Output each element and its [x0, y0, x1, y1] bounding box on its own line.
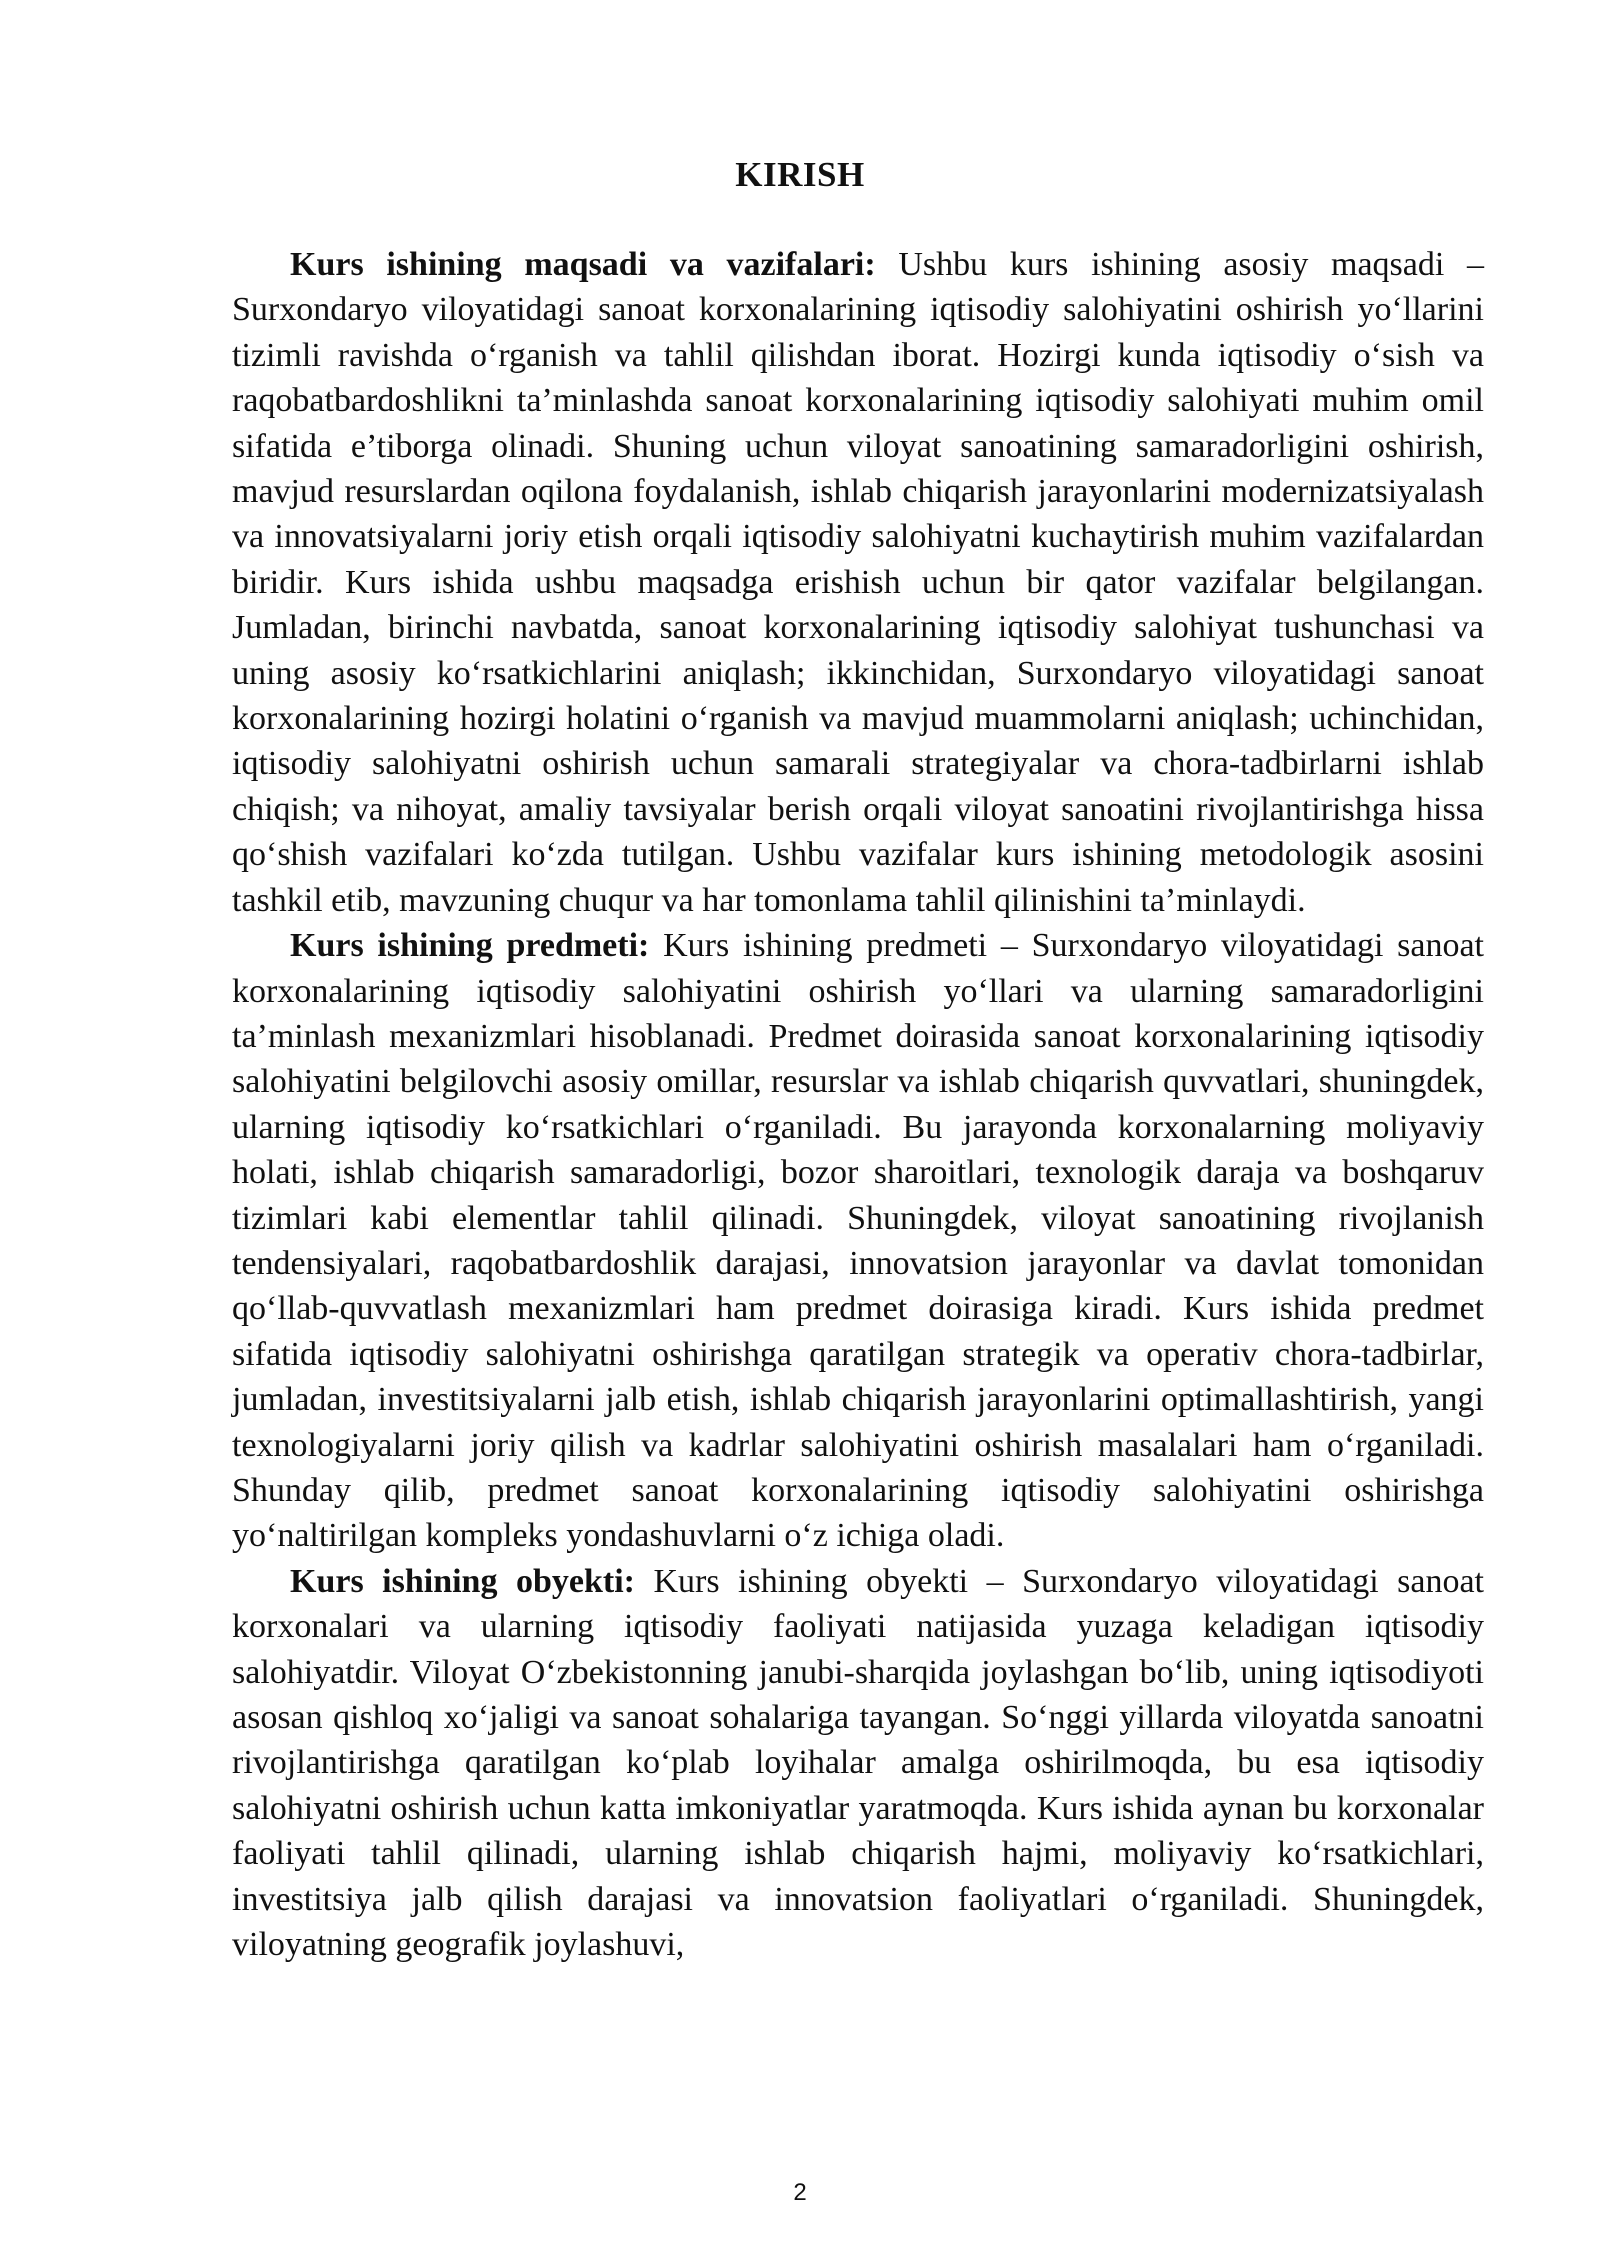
- body-text: [232, 242, 1484, 1967]
- page-number: 2: [793, 2179, 807, 2206]
- paragraph-lead: Kurs ishining predmeti:: [290, 927, 650, 965]
- paragraph-text: Kurs ishining obyekti – Surxondaryo viloyatidagi sanoat korxonalari va ularning iqtisodiy faoliyati natijasida yuzaga keladigan iqtisodiy salohiyatdir. Viloyat O‘zbekistonning janubi-sharqida joylashgan bo‘lib, uning iqtisodiyoti asosan qishloq xo‘jaligi va sanoat sohalariga tayangan. So‘nggi yillarda viloyatda sanoatni rivojlantirishga qaratilgan ko‘plab loyihalar amalga oshirilmoqda, bu esa iqtisodiy salohiyatni oshirish uchun katta imkoniyatlar yaratmoqda. Kurs ishida aynan bu korxonalar faoliyati tahlil qilinadi, ularning ishlab chiqarish hajmi, moliyaviy ko‘rsatkichlari, investitsiya jalb qilish darajasi va innovatsion faoliyatlari o‘rganiladi. Shuningdek, viloyatning geografik joylashuvi,: [232, 1562, 1484, 1964]
- paragraph-predmeti: [232, 923, 1484, 1559]
- paragraph-obyekti: [232, 1559, 1484, 1968]
- paragraph-lead: Kurs ishining obyekti:: [290, 1562, 635, 1600]
- paragraph-lead: Kurs ishining maqsadi va vazifalari:: [290, 246, 876, 283]
- page-title: KIRISH: [735, 155, 865, 194]
- paragraph-text: Kurs ishining predmeti – Surxondaryo viloyatidagi sanoat korxonalarining iqtisodiy salohiyatini oshirish yo‘llari va ularning samaradorligini ta’minlash mexanizmlari hisoblanadi. Predmet doirasida sanoat korxonalarining iqtisodiy salohiyatini belgilovchi asosiy omillar, resurslar va ishlab chiqarish quvvatlari, shuningdek, ularning iqtisodiy ko‘rsatkichlari o‘rganiladi. Bu jarayonda korxonalarning moliyaviy holati, ishlab chiqarish samaradorligi, bozor sharoitlari, texnologik daraja va boshqaruv tizimlari kabi elementlar tahlil qilinadi. Shuningdek, viloyat sanoatining rivojlanish tendensiyalari, raqobatbardoshlik darajasi, innovatsion jarayonlar va davlat tomonidan qo‘llab-quvvatlash mexanizmlari ham predmet doirasiga kiradi. Kurs ishida predmet sifatida iqtisodiy salohiyatni oshirishga qaratilgan strategik va operativ chora-tadbirlar, jumladan, investitsiyalarni jalb etish, ishlab chiqarish jarayonlarini optimallashtirish, yangi texnologiyalarni joriy qilish va kadrlar salohiyatini oshirish masalalari ham o‘rganiladi. Shunday qilib, predmet sanoat korxonalarining iqtisodiy salohiyatini oshirishga yo‘naltirilgan kompleks yondashuvlarni o‘z ichiga oladi.: [232, 927, 1484, 1555]
- paragraph-maqsadi: [232, 242, 1484, 923]
- paragraph-text: Ushbu kurs ishining asosiy maqsadi – Surxondaryo viloyatidagi sanoat korxonalarining iqtisodiy salohiyatini oshirish yo‘llarini tizimli ravishda o‘rganish va tahlil qilishdan iborat. Hozirgi kunda iqtisodiy o‘sish va raqobatbardoshlikni ta’minlashda sanoat korxonalarining iqtisodiy salohiyati muhim omil sifatida e’tiborga olinadi. Shuning uchun viloyat sanoatining samaradorligini oshirish, mavjud resurslardan oqilona foydalanish, ishlab chiqarish jarayonlarini modernizatsiyalash va innovatsiyalarni joriy etish orqali iqtisodiy salohiyatni kuchaytirish muhim vazifalardan biridir. Kurs ishida ushbu maqsadga erishish uchun bir qator vazifalar belgilangan. Jumladan, birinchi navbatda, sanoat korxonalarining iqtisodiy salohiyat tushunchasi va uning asosiy ko‘rsatkichlarini aniqlash; ikkinchidan, Surxondaryo viloyatidagi sanoat korxonalarining hozirgi holatini o‘rganish va mavjud muammolarni aniqlash; uchinchidan, iqtisodiy salohiyatni oshirish uchun samarali strategiyalar va chora-tadbirlarni ishlab chiqish; va nihoyat, amaliy tavsiyalar berish orqali viloyat sanoatini rivojlantirishga hissa qo‘shish vazifalari ko‘zda tutilgan. Ushbu vazifalar kurs ishining metodologik asosini tashkil etib, mavzuning chuqur va har tomonlama tahlil qilinishini ta’minlaydi.: [232, 246, 1484, 919]
